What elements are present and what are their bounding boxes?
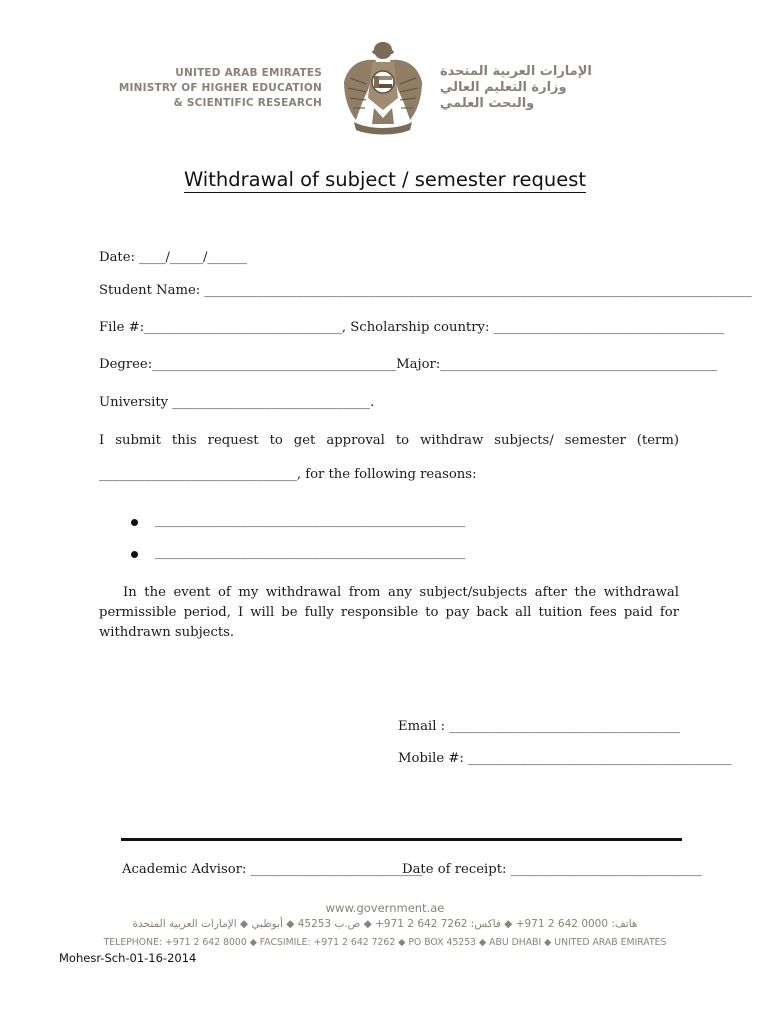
uae-eagle-emblem-icon bbox=[338, 38, 428, 138]
university-field[interactable]: University ______________________________. bbox=[99, 395, 375, 410]
mobile-field[interactable]: Mobile #: ________________________________________ bbox=[398, 751, 732, 766]
document-id: Mohesr-Sch-01-16-2014 bbox=[59, 951, 197, 965]
footer-website: www.government.ae bbox=[325, 901, 445, 915]
ministry-name-english bbox=[110, 66, 322, 111]
student-name-field[interactable]: Student Name: ___________________________________________________________________________________ bbox=[99, 283, 752, 298]
ministry-ar-line-2: وزارة التعليم العالي bbox=[440, 80, 567, 95]
section-divider bbox=[121, 838, 682, 841]
footer-contact-arabic: هاتف: 0000 642 2 971+ ◆ فاكس: 7262 642 2 971+ ◆ ص.ب 45253 ◆ أبوظبي ◆ الإمارات العربية المتحدة bbox=[132, 918, 638, 930]
bullet-icon bbox=[131, 519, 138, 526]
page-title bbox=[0, 168, 770, 191]
date-field[interactable]: Date: ____/_____/______ bbox=[99, 250, 247, 265]
footer-contact-english: TELEPHONE: +971 2 642 8000 ◆ FACSIMILE: +971 2 642 7262 ◆ PO BOX 45253 ◆ ABU DHABI ◆ UNITED ARAB EMIRATES bbox=[103, 937, 667, 948]
ministry-ar-line-3: والبحث العلمي bbox=[440, 96, 535, 111]
request-term-field[interactable]: ______________________________, for the following reasons: bbox=[99, 467, 477, 482]
reason-field-2[interactable]: _______________________________________________ bbox=[155, 545, 465, 560]
ministry-line-1: UNITED ARAB EMIRATES bbox=[175, 67, 322, 79]
request-statement: I submit this request to get approval to withdraw subjects/ semester (term) bbox=[99, 433, 679, 448]
ministry-line-2: MINISTRY OF HIGHER EDUCATION bbox=[118, 82, 322, 94]
responsibility-paragraph: In the event of my withdrawal from any subject/subjects after the withdrawal permissible period, I will be fully responsible to pay back all tuition fees paid for withdrawn subjects. bbox=[99, 585, 679, 640]
ministry-line-3: & SCIENTIFIC RESEARCH bbox=[173, 97, 322, 109]
file-scholarship-field[interactable]: File #:______________________________, Scholarship country: ___________________________________ bbox=[99, 320, 725, 335]
academic-advisor-field[interactable]: Academic Advisor: __________________________ bbox=[122, 862, 423, 877]
date-of-receipt-field[interactable]: Date of receipt: _____________________________ bbox=[402, 862, 702, 877]
reason-field-1[interactable]: _______________________________________________ bbox=[155, 513, 465, 528]
ministry-ar-line-1: الإمارات العربية المتحدة bbox=[440, 64, 592, 79]
email-field[interactable]: Email : ___________________________________ bbox=[398, 719, 681, 734]
degree-major-field[interactable]: Degree:_____________________________________Major:__________________________________________ bbox=[99, 357, 718, 372]
ministry-name-arabic bbox=[440, 64, 620, 112]
page-title-text: Withdrawal of subject / semester request bbox=[183, 168, 587, 191]
bullet-icon bbox=[131, 551, 138, 558]
